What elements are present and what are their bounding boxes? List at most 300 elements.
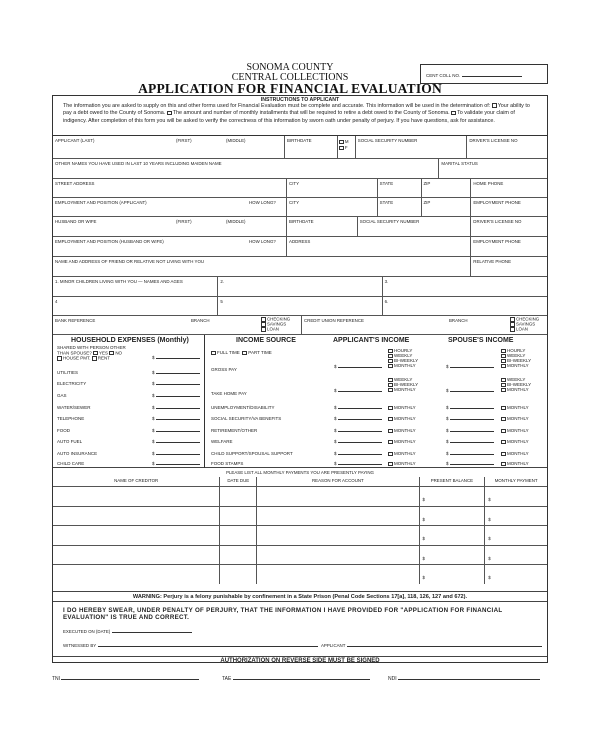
checkbox-monthly[interactable] [501, 429, 506, 434]
checkbox-rent[interactable] [92, 356, 97, 361]
expense-label: CHILD CARE [57, 461, 85, 466]
label: EMPLOYMENT AND POSITION (HUSBAND OR WIFE) [55, 239, 164, 244]
label: BI-WEEKLY [507, 358, 532, 364]
label: NO [115, 350, 123, 356]
amount-line[interactable] [156, 408, 200, 409]
dollar-sign: $ [152, 370, 155, 375]
label: HOURLY [507, 348, 526, 353]
checkbox-monthly[interactable] [388, 462, 393, 467]
applicant-takehome-amount[interactable] [334, 388, 382, 393]
amount-line[interactable] [338, 464, 382, 465]
label: MARITAL STATUS [441, 161, 478, 166]
employer-state-field[interactable] [378, 198, 422, 216]
amount-line[interactable] [338, 391, 382, 392]
spouse-income-amount[interactable] [446, 451, 494, 456]
child-field-3[interactable] [383, 277, 547, 296]
checkbox-bank-loan[interactable] [261, 327, 266, 332]
label: MONTHLY [507, 387, 529, 393]
label: MONTHLY [394, 451, 416, 456]
payment-cell[interactable] [257, 487, 419, 506]
dollar-sign: $ [446, 364, 449, 369]
payment-cell[interactable] [53, 526, 220, 545]
expense-label: GAS [57, 393, 67, 398]
applicant-income-amount[interactable] [334, 416, 382, 421]
expense-amount-field[interactable] [152, 381, 200, 386]
label: BANK REFERENCE [55, 318, 96, 323]
label: F [344, 145, 348, 151]
checkbox-monthly[interactable] [501, 452, 506, 457]
label: MONTHLY [394, 439, 416, 444]
applicant-income-amount[interactable] [334, 439, 382, 444]
label: ZIP [423, 181, 431, 186]
payment-cell[interactable] [257, 507, 419, 526]
table-row [53, 564, 547, 584]
payment-cell[interactable] [257, 526, 419, 545]
label: EMPLOYMENT AND POSITION (APPLICANT) [55, 200, 147, 205]
label: BI-WEEKLY [394, 382, 419, 388]
checkbox-indigency[interactable] [451, 111, 456, 116]
zip-field[interactable] [422, 179, 472, 197]
income-source-label: WELFARE [211, 439, 233, 444]
expense-amount-field[interactable] [152, 451, 200, 456]
spouse-monthly [501, 439, 529, 444]
expense-label: FOOD [57, 428, 70, 433]
expense-label: ELECTRICITY [57, 381, 87, 386]
expense-amount-field[interactable] [152, 461, 200, 466]
label: BIRTHDATE [289, 219, 314, 224]
column-header: REASON FOR ACCOUNT [257, 477, 419, 486]
label: MONTHLY [394, 387, 416, 393]
expense-label: AUTO FUEL [57, 439, 83, 444]
amount-line[interactable] [450, 431, 494, 432]
department-name: CENTRAL COLLECTIONS [231, 72, 349, 83]
payment-cell[interactable] [420, 546, 486, 565]
spouse-income-amount[interactable] [446, 405, 494, 410]
label: RELATIVE PHONE [473, 259, 512, 264]
tae-field[interactable]: TAE [222, 676, 370, 682]
executed-date-field[interactable]: EXECUTED ON (DATE) [63, 629, 192, 634]
payment-cell[interactable] [420, 487, 486, 506]
amount-line[interactable] [450, 442, 494, 443]
street-address-field[interactable] [53, 179, 287, 197]
label: (FIRST) [176, 219, 192, 224]
label: HOW LONG? [249, 239, 276, 244]
child-field-1[interactable] [53, 277, 218, 296]
payment-cell[interactable] [257, 546, 419, 565]
checkbox-monthly[interactable] [388, 440, 393, 445]
dollar-sign: $ [334, 428, 337, 433]
checkbox-monthly[interactable] [388, 452, 393, 457]
amount-line[interactable] [156, 464, 200, 465]
expense-label: AUTO INSURANCE [57, 451, 98, 456]
spouse-takehome-frequency-group [501, 377, 531, 392]
spouse-income-amount[interactable] [446, 439, 494, 444]
expense-amount-field[interactable] [152, 370, 200, 375]
payment-cell[interactable] [220, 565, 257, 584]
applicant-income-amount[interactable] [334, 405, 382, 410]
spouse-monthly [501, 416, 529, 421]
applicant-monthly [388, 451, 416, 456]
marital-status-field[interactable] [439, 159, 547, 178]
instr-opt1: Your ability to pay a debt owed to the County of Sonoma. [63, 103, 530, 117]
oath-text: I DO HEREBY SWEAR, UNDER PENALTY OF PERJURY, THAT THE INFORMATION I HAVE PROVIDED FOR "APPLICATION FOR FINANCIAL EVALUATION" IS TRUE AND CORRECT. [63, 607, 503, 621]
label: BRANCH [191, 318, 210, 323]
expense-amount-field[interactable] [152, 405, 200, 410]
employment-type: FULL TIME PART TIME [211, 350, 272, 355]
checkbox-monthly[interactable] [501, 406, 506, 411]
applicant-income-amount[interactable] [334, 428, 382, 433]
checkbox-monthly[interactable] [501, 417, 506, 422]
payment-cell[interactable] [485, 526, 547, 545]
drivers-license-field[interactable] [467, 136, 547, 158]
dollar-sign: $ [152, 381, 155, 386]
form [52, 95, 548, 663]
applicant-gross-frequency-group [388, 348, 418, 368]
checkbox-cu-checking[interactable] [510, 317, 515, 322]
label: RENT [97, 355, 111, 361]
child-field-6[interactable] [383, 297, 547, 315]
amount-line[interactable] [450, 419, 494, 420]
dollar-sign: $ [422, 575, 425, 580]
label: STATE [379, 181, 394, 186]
applicant-monthly [388, 461, 416, 466]
payment-cell[interactable] [420, 526, 486, 545]
dollar-sign: $ [422, 536, 425, 541]
expenses-income-section [53, 335, 547, 468]
amount-line[interactable] [450, 464, 494, 465]
payment-cell[interactable] [485, 546, 547, 565]
amount-line[interactable] [450, 391, 494, 392]
checkbox-cu-loan[interactable] [510, 327, 515, 332]
label: DRIVER'S LICENSE NO [469, 138, 518, 143]
payments-section [53, 468, 547, 591]
column-header: DATE DUE [220, 477, 257, 486]
birthdate-field[interactable] [285, 136, 338, 158]
expense-amount-field[interactable] [152, 439, 200, 444]
credit-union-field[interactable] [302, 316, 547, 334]
checkbox-applicant-takehome-monthly[interactable] [388, 388, 393, 393]
applicant-income-amount[interactable] [334, 451, 382, 456]
employer-zip-field[interactable] [422, 198, 472, 216]
income-source-label: CHILD SUPPORT/SPOUSAL SUPPORT [211, 451, 293, 456]
label: WEEKLY [394, 377, 413, 382]
checkbox-male[interactable] [339, 140, 344, 145]
label: (MIDDLE) [226, 219, 246, 224]
city-field[interactable] [287, 179, 378, 197]
payment-cell[interactable] [220, 487, 257, 506]
house-amount-field[interactable]: $ [152, 355, 200, 360]
dollar-sign: $ [152, 393, 155, 398]
label: LOAN [516, 326, 528, 332]
amount-line[interactable] [156, 454, 200, 455]
label: MONTHLY [507, 451, 529, 456]
label: MONTHLY [507, 461, 529, 466]
ndi-field[interactable]: NDI [388, 676, 540, 682]
payment-cell[interactable] [485, 565, 547, 584]
dollar-sign: $ [152, 461, 155, 466]
spouse-income-amount[interactable] [446, 428, 494, 433]
spouse-gross-amount[interactable] [446, 364, 494, 369]
label: HUSBAND OR WIFE [55, 219, 97, 224]
payment-cell[interactable] [53, 546, 220, 565]
payment-cell[interactable] [420, 507, 486, 526]
instr-opt2: The amount and number of monthly installments that will be required to retire a debt owed to the County of Sonoma. [172, 110, 450, 117]
label: CREDIT UNION REFERENCE [304, 318, 364, 323]
amount-line[interactable] [156, 373, 200, 374]
bank-reference-field[interactable] [53, 316, 302, 334]
checkbox-applicant-gross-monthly[interactable] [388, 364, 393, 369]
dollar-sign: $ [488, 555, 491, 561]
dollar-sign: $ [422, 497, 425, 502]
payment-cell[interactable] [220, 546, 257, 565]
label: MONTHLY [394, 461, 416, 466]
dollar-sign: $ [334, 416, 337, 421]
label: SAVINGS [516, 321, 536, 327]
amount-line[interactable] [338, 431, 382, 432]
applicant-monthly [388, 439, 416, 444]
spouse-income-amount[interactable] [446, 461, 494, 466]
dollar-sign: $ [334, 364, 337, 369]
payment-cell[interactable] [257, 565, 419, 584]
label: CHECKING [267, 316, 291, 322]
relative-phone-field[interactable] [471, 257, 547, 276]
dollar-sign: $ [446, 451, 449, 456]
checkbox-bank-savings[interactable] [261, 322, 266, 327]
cent-coll-label: CENT COLL NO. [426, 73, 461, 78]
child-field-5[interactable] [218, 297, 382, 315]
perjury-warning: WARNING: Perjury is a felony punishable by confinement in a State Prison (Penal Code Sections 17[a], 118, 126, 127 and 672). [53, 591, 547, 602]
dollar-sign: $ [446, 461, 449, 466]
applicant-income-amount[interactable] [334, 461, 382, 466]
label: ZIP [423, 200, 431, 205]
income-source-title: INCOME SOURCE [236, 337, 296, 344]
label: LOAN [267, 326, 279, 332]
table-row [53, 525, 547, 545]
dollar-sign: $ [488, 575, 491, 580]
amount-line[interactable] [450, 408, 494, 409]
checkbox-monthly[interactable] [388, 406, 393, 411]
spouse-monthly [501, 428, 529, 433]
dollar-sign: $ [334, 405, 337, 410]
label: THAN SPOUSE? [57, 350, 92, 356]
label: EMPLOYMENT PHONE [473, 200, 521, 205]
amount-line[interactable] [450, 367, 494, 368]
employer-city-field[interactable] [287, 198, 378, 216]
amount-line[interactable] [338, 408, 382, 409]
label: WEEKLY [507, 377, 526, 382]
label: MONTHLY [507, 405, 529, 410]
checkbox-monthly[interactable] [388, 429, 393, 434]
payment-cell[interactable] [220, 526, 257, 545]
checkbox-female[interactable] [339, 146, 344, 151]
dollar-sign: $ [152, 451, 155, 456]
oath-section [53, 602, 547, 657]
checkbox-installments[interactable] [167, 111, 172, 116]
dollar-sign: $ [422, 516, 425, 522]
column-header: NAME OF CREDITOR [53, 477, 220, 486]
instructions [53, 96, 547, 136]
checkbox-full-time[interactable] [211, 351, 216, 356]
expense-label: UTILITIES [57, 370, 79, 375]
dollar-sign: $ [446, 439, 449, 444]
spouse-ssn-field[interactable] [358, 217, 472, 236]
take-home-label: TAKE HOME PAY [211, 391, 247, 396]
dollar-sign: $ [334, 451, 337, 456]
cent-coll-field[interactable] [462, 76, 522, 77]
amount-line[interactable] [156, 431, 200, 432]
label: OTHER NAMES YOU HAVE USED IN LAST 10 YEARS INCLUDING MAIDEN NAME [55, 161, 222, 166]
checkbox-cu-savings[interactable] [510, 322, 515, 327]
label: MONTHLY [394, 416, 416, 421]
applicant-name-field[interactable] [53, 136, 285, 158]
checkbox-bank-checking[interactable] [261, 317, 266, 322]
checkbox-ability[interactable] [492, 103, 497, 108]
label: 2. [220, 279, 224, 284]
expense-label: WATER/SEWER [57, 405, 91, 410]
amount-line[interactable] [338, 454, 382, 455]
label: 5 [220, 299, 223, 304]
label: CHECKING [516, 316, 540, 322]
label: MONTHLY [507, 439, 529, 444]
dollar-sign: $ [334, 461, 337, 466]
spouse-employment-phone-field[interactable] [471, 237, 547, 256]
shared-question [57, 346, 126, 361]
label: WEEKLY [394, 353, 413, 359]
amount-line[interactable] [450, 454, 494, 455]
label: EMPLOYMENT PHONE [473, 239, 521, 244]
label: MONTHLY [394, 405, 416, 410]
expense-amount-field[interactable] [152, 428, 200, 433]
income-source-label: UNEMPLOYMENT/DISABILITY [211, 405, 275, 410]
dollar-sign: $ [152, 405, 155, 410]
label: STREET ADDRESS [55, 181, 95, 186]
label: HOUSE PMT. [63, 355, 91, 361]
child-field-2[interactable] [218, 277, 382, 296]
label: STATE [379, 200, 394, 205]
expense-amount-field[interactable] [152, 393, 200, 398]
child-field-4[interactable] [53, 297, 218, 315]
label: APPLICANT (LAST) [55, 138, 95, 143]
label: CITY [289, 200, 300, 205]
checkbox-spouse-gross-monthly[interactable] [501, 364, 506, 369]
label: BIRTHDATE [287, 138, 312, 143]
form-title: APPLICATION FOR FINANCIAL EVALUATION [138, 81, 442, 96]
column-header: PRESENT BALANCE [420, 477, 486, 486]
spouse-birthdate-field[interactable] [287, 217, 358, 236]
label: 6. [384, 299, 389, 304]
expense-amount-field[interactable] [152, 416, 200, 421]
employment-phone-field[interactable] [471, 198, 547, 216]
county-name: SONOMA COUNTY [246, 62, 334, 73]
label: MONTHLY [507, 428, 529, 433]
instr-text2: After completion of this form you will be asked to verify the correctness of this information by sworn oath under penalty of perjury. If you have questions, ask for assistance. [88, 117, 495, 124]
sex-field [338, 136, 356, 158]
income-source-label: FOOD STAMPS [211, 461, 244, 466]
table-row [53, 486, 547, 506]
label: MONTHLY [507, 416, 529, 421]
amount-line[interactable] [338, 419, 382, 420]
checkbox-no[interactable] [109, 351, 114, 356]
payments-title: PLEASE LIST ALL MONTHLY PAYMENTS YOU ARE PRESENTLY PAYING [226, 470, 374, 475]
applicant-monthly [388, 405, 416, 410]
dollar-sign: $ [446, 416, 449, 421]
tni-field[interactable]: TNI [52, 676, 199, 682]
label: MONTHLY [394, 363, 416, 369]
checkbox-monthly[interactable] [501, 440, 506, 445]
dollar-sign: $ [152, 428, 155, 433]
spouse-income-amount[interactable] [446, 416, 494, 421]
other-names-field[interactable] [53, 159, 439, 178]
spouse-takehome-amount[interactable] [446, 388, 494, 393]
checkbox-house-pmt[interactable] [57, 356, 62, 361]
spouse-dl-field[interactable] [471, 217, 547, 236]
witnessed-by-field[interactable]: WITNESSED BY [63, 643, 318, 648]
dollar-sign: $ [488, 497, 491, 502]
label: (FIRST) [176, 138, 192, 143]
payment-cell[interactable] [420, 565, 486, 584]
amount-line[interactable] [156, 442, 200, 443]
label: 3. [384, 279, 389, 284]
employment-spouse-field[interactable] [53, 237, 287, 256]
applicant-monthly [388, 416, 416, 421]
payment-cell[interactable] [485, 487, 547, 506]
dollar-sign: $ [152, 439, 155, 444]
payment-cell[interactable] [485, 507, 547, 526]
label: SHARED WITH PERSON OTHER [57, 345, 126, 350]
amount-line[interactable] [156, 396, 200, 397]
applicant-signature-field[interactable]: APPLICANT [321, 643, 542, 648]
spouse-monthly [501, 461, 529, 466]
dollar-sign: $ [334, 439, 337, 444]
home-phone-field[interactable] [471, 179, 547, 197]
friend-relative-field[interactable] [53, 257, 471, 276]
amount-line[interactable] [156, 384, 200, 385]
expense-label: TELEPHONE [57, 416, 85, 421]
amount-line[interactable] [338, 367, 382, 368]
checkbox-monthly[interactable] [501, 462, 506, 467]
label: ADDRESS [289, 239, 311, 244]
label: BRANCH [449, 318, 468, 323]
employment-applicant-field[interactable] [53, 198, 287, 216]
label: BI-WEEKLY [394, 358, 419, 364]
payment-cell[interactable] [53, 507, 220, 526]
spouse-name-field[interactable] [53, 217, 287, 236]
spouse-address-field[interactable] [287, 237, 471, 256]
label: HOME PHONE [473, 181, 504, 186]
amount-line[interactable] [338, 442, 382, 443]
label: NAME AND ADDRESS OF FRIEND OR RELATIVE NOT LIVING WITH YOU [55, 259, 205, 264]
payment-cell[interactable] [53, 487, 220, 506]
checkbox-spouse-takehome-monthly[interactable] [501, 388, 506, 393]
dollar-sign: $ [152, 416, 155, 421]
applicant-monthly [388, 428, 416, 433]
label: 4 [55, 299, 58, 304]
ssn-field[interactable] [356, 136, 468, 158]
dollar-sign: $ [446, 428, 449, 433]
instr-text: The information you are asked to supply on this and other forms used for Financial Evaluation must be complete and accurate. This information will be used in the determination of: [63, 103, 491, 109]
payment-cell[interactable] [220, 507, 257, 526]
checkbox-monthly[interactable] [388, 417, 393, 422]
state-field[interactable] [378, 179, 422, 197]
applicant-gross-amount[interactable] [334, 364, 382, 369]
label: HOW LONG? [249, 200, 276, 205]
amount-line[interactable] [156, 419, 200, 420]
spouse-monthly [501, 405, 529, 410]
label: HOURLY [394, 348, 413, 353]
checkbox-part-time[interactable] [242, 351, 247, 356]
authorization-notice: AUTHORIZATION ON REVERSE SIDE MUST BE SIGNED [220, 658, 380, 664]
payment-cell[interactable] [53, 565, 220, 584]
